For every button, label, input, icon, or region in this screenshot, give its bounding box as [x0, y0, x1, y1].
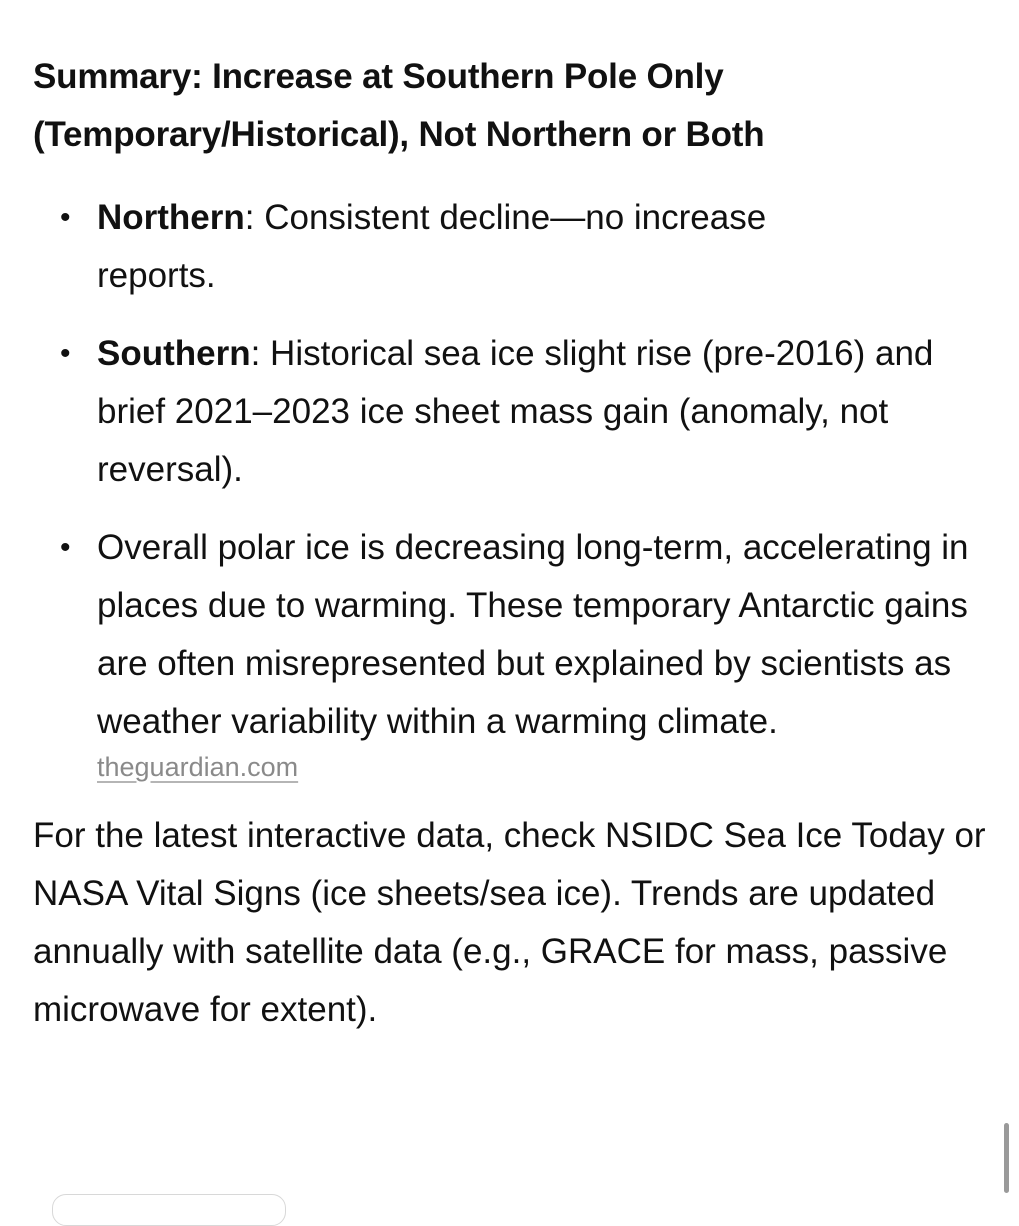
- response-content: [33, 48, 998, 1039]
- list-item-overall: [33, 519, 998, 787]
- bottom-pill-button[interactable]: [52, 1194, 286, 1226]
- bullet-icon: •: [60, 337, 71, 370]
- bold-term: Southern: [97, 334, 251, 373]
- item-description: : Historical sea ice slight rise (pre-2016) and brief 2021–2023 ice sheet mass gain (anomaly, not reversal).: [97, 334, 934, 489]
- list-item-northern: [33, 189, 998, 305]
- list-item-southern: [33, 325, 998, 499]
- bullet-icon: •: [60, 201, 71, 234]
- list-item-text: [97, 189, 787, 305]
- item-description: Overall polar ice is decreasing long-term, accelerating in places due to warming. These temporary Antarctic gains are often misrepresented but explained by scientists as weather variability within a warming climate.: [97, 528, 969, 741]
- bold-term: Northern: [97, 198, 245, 237]
- bullet-icon: •: [60, 531, 71, 564]
- closing-paragraph: For the latest interactive data, check NSIDC Sea Ice Today or NASA Vital Signs (ice sheets/sea ice). Trends are updated annually with satellite data (e.g., GRACE for mass, passive microwave for extent).: [33, 816, 986, 1029]
- source-link[interactable]: theguardian.com: [97, 752, 299, 782]
- list-item-text: [97, 325, 937, 499]
- summary-list: [33, 189, 998, 787]
- scrollbar-thumb[interactable]: [1004, 1123, 1009, 1193]
- summary-heading: Summary: Increase at Southern Pole Only (Temporary/Historical), Not Northern or Both: [33, 57, 765, 154]
- item-description: : Consistent decline—no increase reports.: [97, 198, 767, 295]
